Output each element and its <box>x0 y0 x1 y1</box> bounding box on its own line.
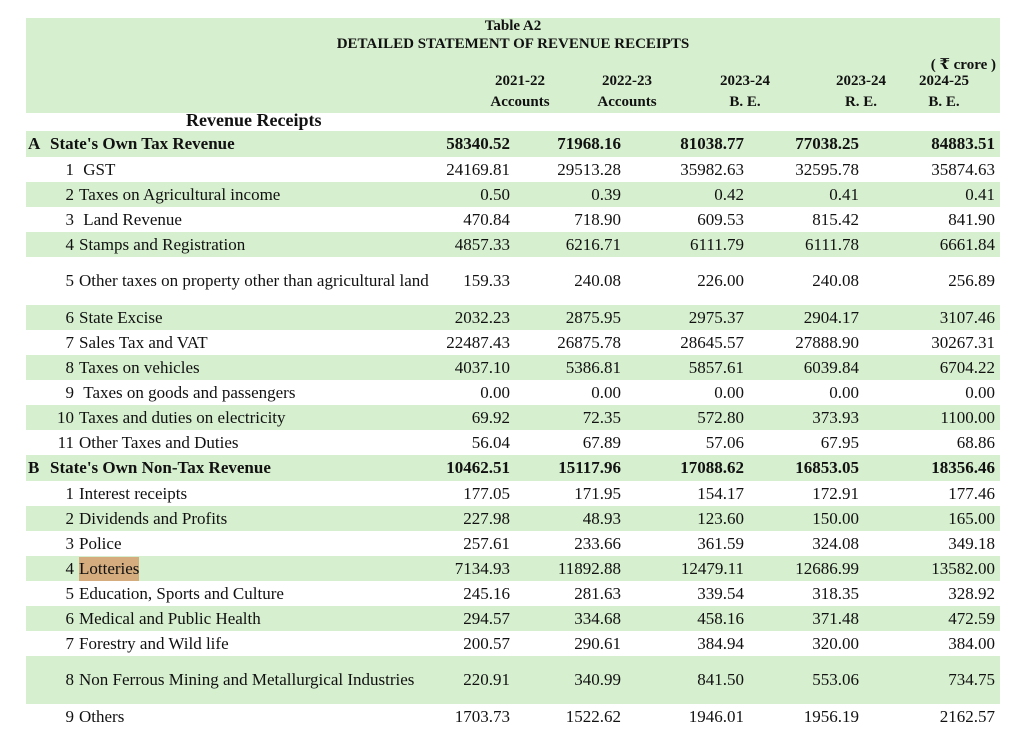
table-row <box>26 556 1000 581</box>
table-row <box>26 481 1000 506</box>
value-cell: 734.75 <box>948 670 995 689</box>
row-label-text: Non Ferrous Mining and Metallurgical Industries <box>79 670 415 689</box>
value-cell: 123.60 <box>697 508 744 528</box>
row-label-text: Other taxes on property other than agricultural land <box>79 271 429 290</box>
value-cell: 815.42 <box>812 209 859 229</box>
value-cell: 58340.52 <box>446 134 510 153</box>
table-row <box>26 305 1000 330</box>
value-cell: 56.04 <box>471 432 510 452</box>
row-number: 9 <box>65 706 74 726</box>
value-cell: 12686.99 <box>795 558 859 578</box>
row-number: A <box>28 134 41 153</box>
row-number: 8 <box>65 357 74 377</box>
row-label-text: Dividends and Profits <box>79 508 228 528</box>
value-cell: 324.08 <box>812 533 859 553</box>
value-cell: 384.94 <box>697 633 744 653</box>
row-number: 3 <box>65 533 74 553</box>
table-row <box>26 380 1000 405</box>
value-cell: 339.54 <box>697 583 744 603</box>
value-cell: 328.92 <box>948 583 995 603</box>
table-header <box>26 18 1000 113</box>
value-cell: 384.00 <box>948 633 995 653</box>
value-cell: 320.00 <box>812 633 859 653</box>
value-cell: 470.84 <box>463 209 510 229</box>
value-cell: 472.59 <box>948 608 995 628</box>
value-cell: 35982.63 <box>680 159 744 179</box>
value-cell: 22487.43 <box>446 332 510 352</box>
revenue-table <box>26 18 1000 729</box>
table-row <box>26 581 1000 606</box>
value-cell: 165.00 <box>948 508 995 528</box>
value-cell: 371.48 <box>812 608 859 628</box>
table-row <box>26 157 1000 182</box>
value-cell: 245.16 <box>463 583 510 603</box>
value-cell: 2904.17 <box>803 307 859 327</box>
value-cell: 15117.96 <box>558 458 621 477</box>
value-cell: 227.98 <box>463 508 510 528</box>
highlighted-label: Lotteries <box>79 557 139 581</box>
table-row <box>26 232 1000 257</box>
value-cell: 841.90 <box>948 209 995 229</box>
column-header-2021-22: 2021-22 Accounts <box>490 73 550 110</box>
table-row <box>26 355 1000 380</box>
value-cell: 1703.73 <box>454 706 510 726</box>
row-number: 2 <box>65 184 74 204</box>
row-number: 1 <box>65 159 74 179</box>
row-number: 6 <box>65 608 74 628</box>
row-label-text: Taxes and duties on electricity <box>79 407 286 427</box>
row-label-text: Taxes on vehicles <box>79 357 200 377</box>
value-cell: 0.42 <box>714 184 744 204</box>
value-cell: 0.00 <box>829 382 859 402</box>
row-label-text: Taxes on Agricultural income <box>79 184 281 204</box>
value-cell: 35874.63 <box>931 159 995 179</box>
value-cell: 2975.37 <box>688 307 744 327</box>
value-cell: 6661.84 <box>939 234 995 254</box>
value-cell: 6704.22 <box>939 357 995 377</box>
value-cell: 6111.79 <box>690 234 744 254</box>
table-row <box>26 704 1000 729</box>
value-cell: 5386.81 <box>565 357 621 377</box>
value-cell: 318.35 <box>812 583 859 603</box>
value-cell: 609.53 <box>697 209 744 229</box>
value-cell: 1956.19 <box>803 706 859 726</box>
value-cell: 69.92 <box>471 407 510 427</box>
value-cell: 171.95 <box>574 483 621 503</box>
value-cell: 68.86 <box>956 432 995 452</box>
value-cell: 18356.46 <box>931 458 995 477</box>
row-number: 5 <box>65 271 74 290</box>
table-body <box>26 131 1000 729</box>
value-cell: 11892.88 <box>557 558 621 578</box>
value-cell: 0.41 <box>965 184 995 204</box>
value-cell: 177.05 <box>463 483 510 503</box>
row-label-text: Education, Sports and Culture <box>79 583 284 603</box>
value-cell: 4857.33 <box>454 234 510 254</box>
value-cell: 2032.23 <box>454 307 510 327</box>
value-cell: 84883.51 <box>931 134 995 153</box>
value-cell: 349.18 <box>948 533 995 553</box>
row-label-text: Sales Tax and VAT <box>79 332 208 352</box>
value-cell: 257.61 <box>463 533 510 553</box>
row-label-text: Others <box>79 706 125 726</box>
value-cell: 0.00 <box>480 382 510 402</box>
table-row <box>26 207 1000 232</box>
value-cell: 27888.90 <box>795 332 859 352</box>
value-cell: 718.90 <box>574 209 621 229</box>
value-cell: 16853.05 <box>795 458 859 477</box>
row-number: 11 <box>57 432 74 452</box>
value-cell: 0.41 <box>829 184 859 204</box>
value-cell: 12479.11 <box>680 558 744 578</box>
value-cell: 373.93 <box>812 407 859 427</box>
value-cell: 7134.93 <box>454 558 510 578</box>
value-cell: 290.61 <box>574 633 621 653</box>
value-cell: 233.66 <box>574 533 621 553</box>
table-row <box>26 257 1000 305</box>
value-cell: 0.00 <box>965 382 995 402</box>
table-row <box>26 330 1000 355</box>
row-label-text: Taxes on goods and passengers <box>79 382 296 402</box>
value-cell: 0.50 <box>480 184 510 204</box>
row-label-text: Stamps and Registration <box>79 234 246 254</box>
value-cell: 28645.57 <box>680 332 744 352</box>
table-row <box>26 182 1000 207</box>
row-number: B <box>28 458 40 477</box>
row-number: 1 <box>65 483 74 503</box>
column-header-2023-24-re: 2023-24 R. E. <box>836 73 886 110</box>
table-row <box>26 531 1000 556</box>
table-row <box>26 430 1000 455</box>
table-row <box>26 405 1000 430</box>
unit-label: ( ₹ crore ) <box>930 57 996 73</box>
row-number: 6 <box>65 307 74 327</box>
row-number: 9 <box>65 382 74 402</box>
value-cell: 30267.31 <box>931 332 995 352</box>
value-cell: 177.46 <box>948 483 995 503</box>
column-header-2023-24-be: 2023-24 B. E. <box>720 73 770 110</box>
row-number: 10 <box>57 407 74 427</box>
value-cell: 256.89 <box>948 271 995 290</box>
value-cell: 240.08 <box>574 271 621 290</box>
value-cell: 2162.57 <box>939 706 995 726</box>
row-number: 4 <box>65 558 74 578</box>
value-cell: 294.57 <box>463 608 510 628</box>
value-cell: 6039.84 <box>803 357 859 377</box>
value-cell: 458.16 <box>697 608 744 628</box>
value-cell: 0.00 <box>714 382 744 402</box>
section-row <box>26 131 1000 157</box>
value-cell: 77038.25 <box>795 134 859 153</box>
value-cell: 32595.78 <box>795 159 859 179</box>
value-cell: 67.95 <box>820 432 859 452</box>
value-cell: 172.91 <box>812 483 859 503</box>
section-row <box>26 455 1000 481</box>
value-cell: 2875.95 <box>565 307 621 327</box>
value-cell: 1522.62 <box>565 706 621 726</box>
row-label <box>50 455 430 481</box>
value-cell: 24169.81 <box>446 159 510 179</box>
row-label-text: Land Revenue <box>79 209 182 229</box>
value-cell: 340.99 <box>574 670 621 689</box>
row-number: 2 <box>65 508 74 528</box>
value-cell: 220.91 <box>463 670 510 689</box>
value-cell: 4037.10 <box>454 357 510 377</box>
row-number: 4 <box>65 234 74 254</box>
row-number: 3 <box>65 209 74 229</box>
row-label-text: State's Own Non-Tax Revenue <box>50 458 271 477</box>
value-cell: 26875.78 <box>557 332 621 352</box>
value-cell: 841.50 <box>697 670 744 689</box>
value-cell: 71968.16 <box>557 134 621 153</box>
value-cell: 361.59 <box>697 533 744 553</box>
value-cell: 3107.46 <box>939 307 995 327</box>
row-label <box>50 131 430 157</box>
row-number: 7 <box>65 332 74 352</box>
value-cell: 67.89 <box>582 432 621 452</box>
value-cell: 1946.01 <box>688 706 744 726</box>
row-label-text: GST <box>79 159 116 179</box>
value-cell: 159.33 <box>463 271 510 290</box>
row-label-text: Police <box>79 533 122 553</box>
value-cell: 154.17 <box>697 483 744 503</box>
value-cell: 5857.61 <box>688 357 744 377</box>
column-header-2024-25: 2024-25 B. E. <box>919 73 969 110</box>
value-cell: 10462.51 <box>446 458 510 477</box>
value-cell: 226.00 <box>697 271 744 290</box>
row-label-text: Other Taxes and Duties <box>79 432 239 452</box>
value-cell: 572.80 <box>697 407 744 427</box>
row-number: 7 <box>65 633 74 653</box>
value-cell: 72.35 <box>582 407 621 427</box>
value-cell: 240.08 <box>812 271 859 290</box>
row-label-text: Interest receipts <box>79 483 188 503</box>
value-cell: 200.57 <box>463 633 510 653</box>
value-cell: 0.00 <box>591 382 621 402</box>
value-cell: 553.06 <box>812 670 859 689</box>
table-row <box>26 631 1000 656</box>
row-label-text: Forestry and Wild life <box>79 633 229 653</box>
row-label-text: State's Own Tax Revenue <box>50 134 235 153</box>
value-cell: 81038.77 <box>680 134 744 153</box>
column-header-2022-23: 2022-23 Accounts <box>597 73 657 110</box>
value-cell: 334.68 <box>574 608 621 628</box>
table-row <box>26 656 1000 704</box>
value-cell: 1100.00 <box>940 407 995 427</box>
value-cell: 57.06 <box>705 432 744 452</box>
section-label: Revenue Receipts <box>186 110 322 130</box>
row-number: 8 <box>65 670 74 689</box>
table-row <box>26 506 1000 531</box>
table-number: Table A2 <box>484 18 542 34</box>
value-cell: 281.63 <box>574 583 621 603</box>
row-number: 5 <box>65 583 74 603</box>
row-label-text: Medical and Public Health <box>79 608 261 628</box>
value-cell: 6216.71 <box>565 234 621 254</box>
value-cell: 17088.62 <box>680 458 744 477</box>
table-title: DETAILED STATEMENT OF REVENUE RECEIPTS <box>336 36 690 52</box>
row-label-text: State Excise <box>79 307 163 327</box>
value-cell: 13582.00 <box>931 558 995 578</box>
value-cell: 0.39 <box>591 184 621 204</box>
value-cell: 29513.28 <box>557 159 621 179</box>
value-cell: 48.93 <box>582 508 621 528</box>
value-cell: 150.00 <box>812 508 859 528</box>
value-cell: 6111.78 <box>805 234 859 254</box>
table-row <box>26 606 1000 631</box>
